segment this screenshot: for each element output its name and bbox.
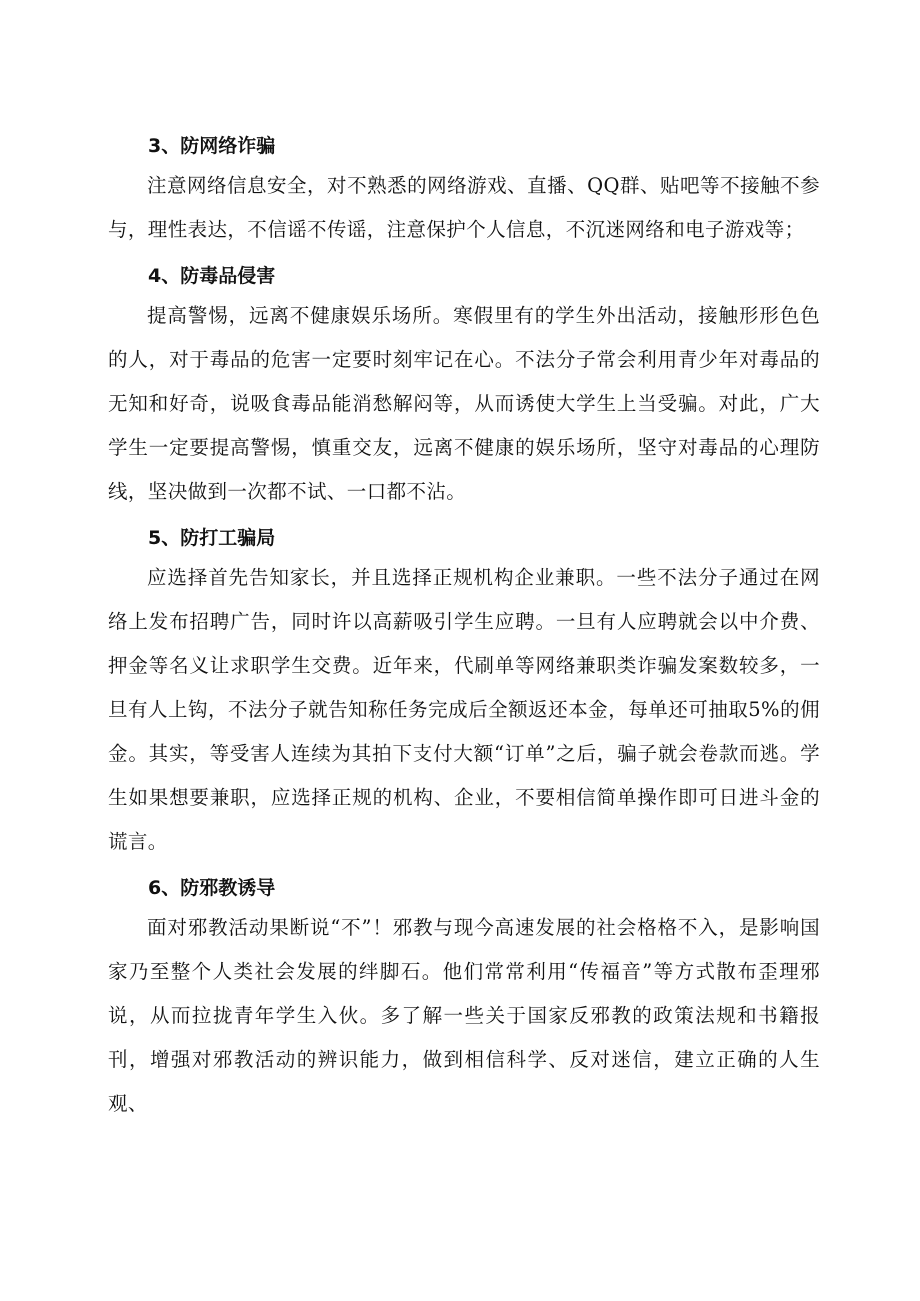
section-drug-harm [108,258,820,514]
section-job-scam [108,520,820,864]
section-paragraph: 注意网络信息安全，对不熟悉的网络游戏、直播、QQ群、贴吧等不接触不参与，理性表达，不信谣不传谣，注意保护个人信息，不沉迷网络和电子游戏等； [108,174,820,241]
section-heading: 6、防邪教诱导 [148,877,276,899]
section-network-fraud [108,128,820,252]
document-page [108,128,820,1132]
section-paragraph: 面对邪教活动果断说“不”！邪教与现今高速发展的社会格格不入，是影响国家乃至整个人类社会发展的绊脚石。他们常常利用“传福音”等方式散布歪理邪说，从而拉拢青年学生入伙。多了解一些关于国家反邪教的政策法规和书籍报刊，增强对邪教活动的辨识能力，做到相信科学、反对迷信，建立正确的人生观、 [108,916,820,1115]
section-paragraph: 应选择首先告知家长，并且选择正规机构企业兼职。一些不法分子通过在网络上发布招聘广告，同时许以高薪吸引学生应聘。一旦有人应聘就会以中介费、押金等名义让求职学生交费。近年来，代刷单等网络兼职类诈骗发案数较多，一旦有人上钩，不法分子就告知称任务完成后全额返还本金，每单还可抽取5%的佣金。其实，等受害人连续为其拍下支付大额“订单”之后，骗子就会卷款而逃。学生如果想要兼职，应选择正规的机构、企业，不要相信简单操作即可日进斗金的谎言。 [108,566,820,853]
section-heading: 4、防毒品侵害 [148,265,276,287]
section-cult-inducement [108,870,820,1126]
section-heading: 5、防打工骗局 [148,527,276,549]
section-paragraph: 提高警惕，远离不健康娱乐场所。寒假里有的学生外出活动，接触形形色色的人，对于毒品的危害一定要时刻牢记在心。不法分子常会利用青少年对毒品的无知和好奇，说吸食毒品能消愁解闷等，从而诱使大学生上当受骗。对此，广大学生一定要提高警惕，慎重交友，远离不健康的娱乐场所，坚守对毒品的心理防线，坚决做到一次都不试、一口都不沾。 [108,304,820,503]
section-heading: 3、防网络诈骗 [148,135,276,157]
